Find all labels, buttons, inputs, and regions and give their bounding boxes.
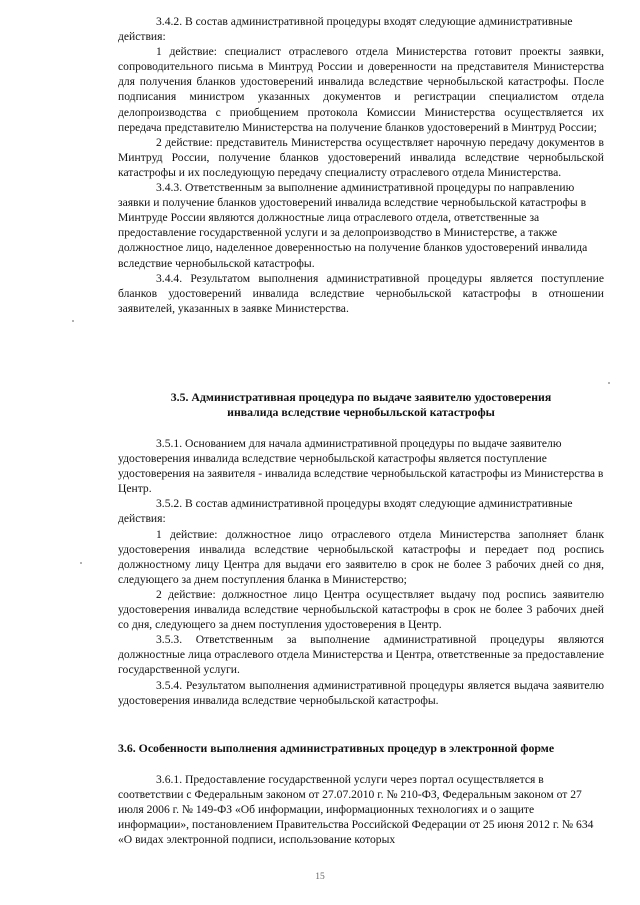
section-3-5-text xyxy=(118,436,604,708)
paragraph-3-4-4: 3.4.4. Результатом выполнения административной процедуры является поступление бланков удостоверений инвалида вследствие чернобыльской катастрофы в отношении заявителей, указанных в заявке Министерства. xyxy=(118,271,604,315)
paragraph-3-4-3: 3.4.3. Ответственным за выполнение административной процедуры по направлению заявки и получение бланков удостоверений инвалида вследствие чернобыльской катастрофы в Минтруде России являются должностные лица отраслевого отдела, ответственные за предоставление государственной услуги и за делопроизводство в Министерстве, а также должностное лицо, наделенное доверенностью на получение бланков удостоверений инвалида вследствие чернобыльской катастрофы. xyxy=(118,181,588,270)
section-3-6-heading: 3.6. Особенности выполнения административных процедур в электронной форме xyxy=(118,741,555,755)
paragraph-3-5-2: 3.5.2. В состав административной процедуры входят следующие административные действия: xyxy=(118,497,573,526)
paragraph-action-2: 2 действие: представитель Министерства осуществляет нарочную передачу документов в Минтруд России, получение бланков удостоверений инвалида вследствие чернобыльской катастрофы и их последующую передачу специалисту отраслевого отдела Министерства. xyxy=(118,135,604,179)
paragraph-3-5-2-action-1: 1 действие: должностное лицо отраслевого отдела Министерства заполняет бланк удостоверения инвалида вследствие чернобыльской катастрофы и передает под роспись должностному лицу Центра для выдачи его заявителю в срок не более 3 рабочих дней со дня, следующего за днем поступления бланка в Министерство; xyxy=(118,527,604,586)
paragraph-3-5-4: 3.5.4. Результатом выполнения административной процедуры является выдача заявителю удостоверения инвалида вследствие чернобыльской катастрофы. xyxy=(118,678,604,707)
section-3-5-heading-line-1: 3.5. Административная процедура по выдаче заявителю удостоверения xyxy=(170,390,552,404)
scan-speck xyxy=(72,320,74,322)
scan-speck xyxy=(80,562,82,564)
section-3-4-text xyxy=(118,14,604,316)
section-3-5-heading-line-2: инвалида вследствие чернобыльской катастрофы xyxy=(227,405,495,419)
paragraph-3-5-3: 3.5.3. Ответственным за выполнение административной процедуры являются должностные лица отраслевого отдела Министерства и Центра, ответственные за предоставление государственной услуги. xyxy=(118,633,604,677)
scan-speck xyxy=(608,382,610,384)
paragraph-3-5-2-action-2: 2 действие: должностное лицо Центра осуществляет выдачу под роспись заявителю удостоверения инвалида вследствие чернобыльской катастрофы в срок не более 3 рабочих дней со дня, следующего за днем поступления удостоверения в Центр. xyxy=(118,587,604,632)
section-3-6-text xyxy=(118,772,604,847)
paragraph-3-6-1: 3.6.1. Предоставление государственной услуги через портал осуществляется в соответствии с Федеральным законом от 27.07.2010 г. № 210-ФЗ, Федеральным законом от 27 июля 2006 г. № 149-ФЗ «Об информации, информационных технологиях и о защите информации», постановлением Правительства Российской Федерации от 25 июня 2012 г. № 634 «О видах электронной подписи, использование которых xyxy=(118,773,594,847)
paragraph-3-5-1: 3.5.1. Основанием для начала административной процедуры по выдаче заявителю удостоверения инвалида вследствие чернобыльской катастрофы является поступление удостоверения на заявителя - инвалида вследствие чернобыльской катастрофы из Министерства в Центр. xyxy=(118,437,604,496)
page-number: 15 xyxy=(315,872,325,882)
paragraph-action-1: 1 действие: специалист отраслевого отдела Министерства готовит проекты заявки, сопроводительного письма в Минтруд России и доверенности на представителя Министерства для получения бланков удостоверений инвалида вследствие чернобыльской катастрофы. После подписания министром указанных документов и регистрации специалистом отдела делопроизводства с приобщением протокола Комиссии Министерства осуществляется их передача представителю Министерства на получение бланков удостоверений в Минтруд России; xyxy=(118,45,604,134)
paragraph-3-4-2: 3.4.2. В состав административной процедуры входят следующие административные действия: xyxy=(118,15,573,44)
